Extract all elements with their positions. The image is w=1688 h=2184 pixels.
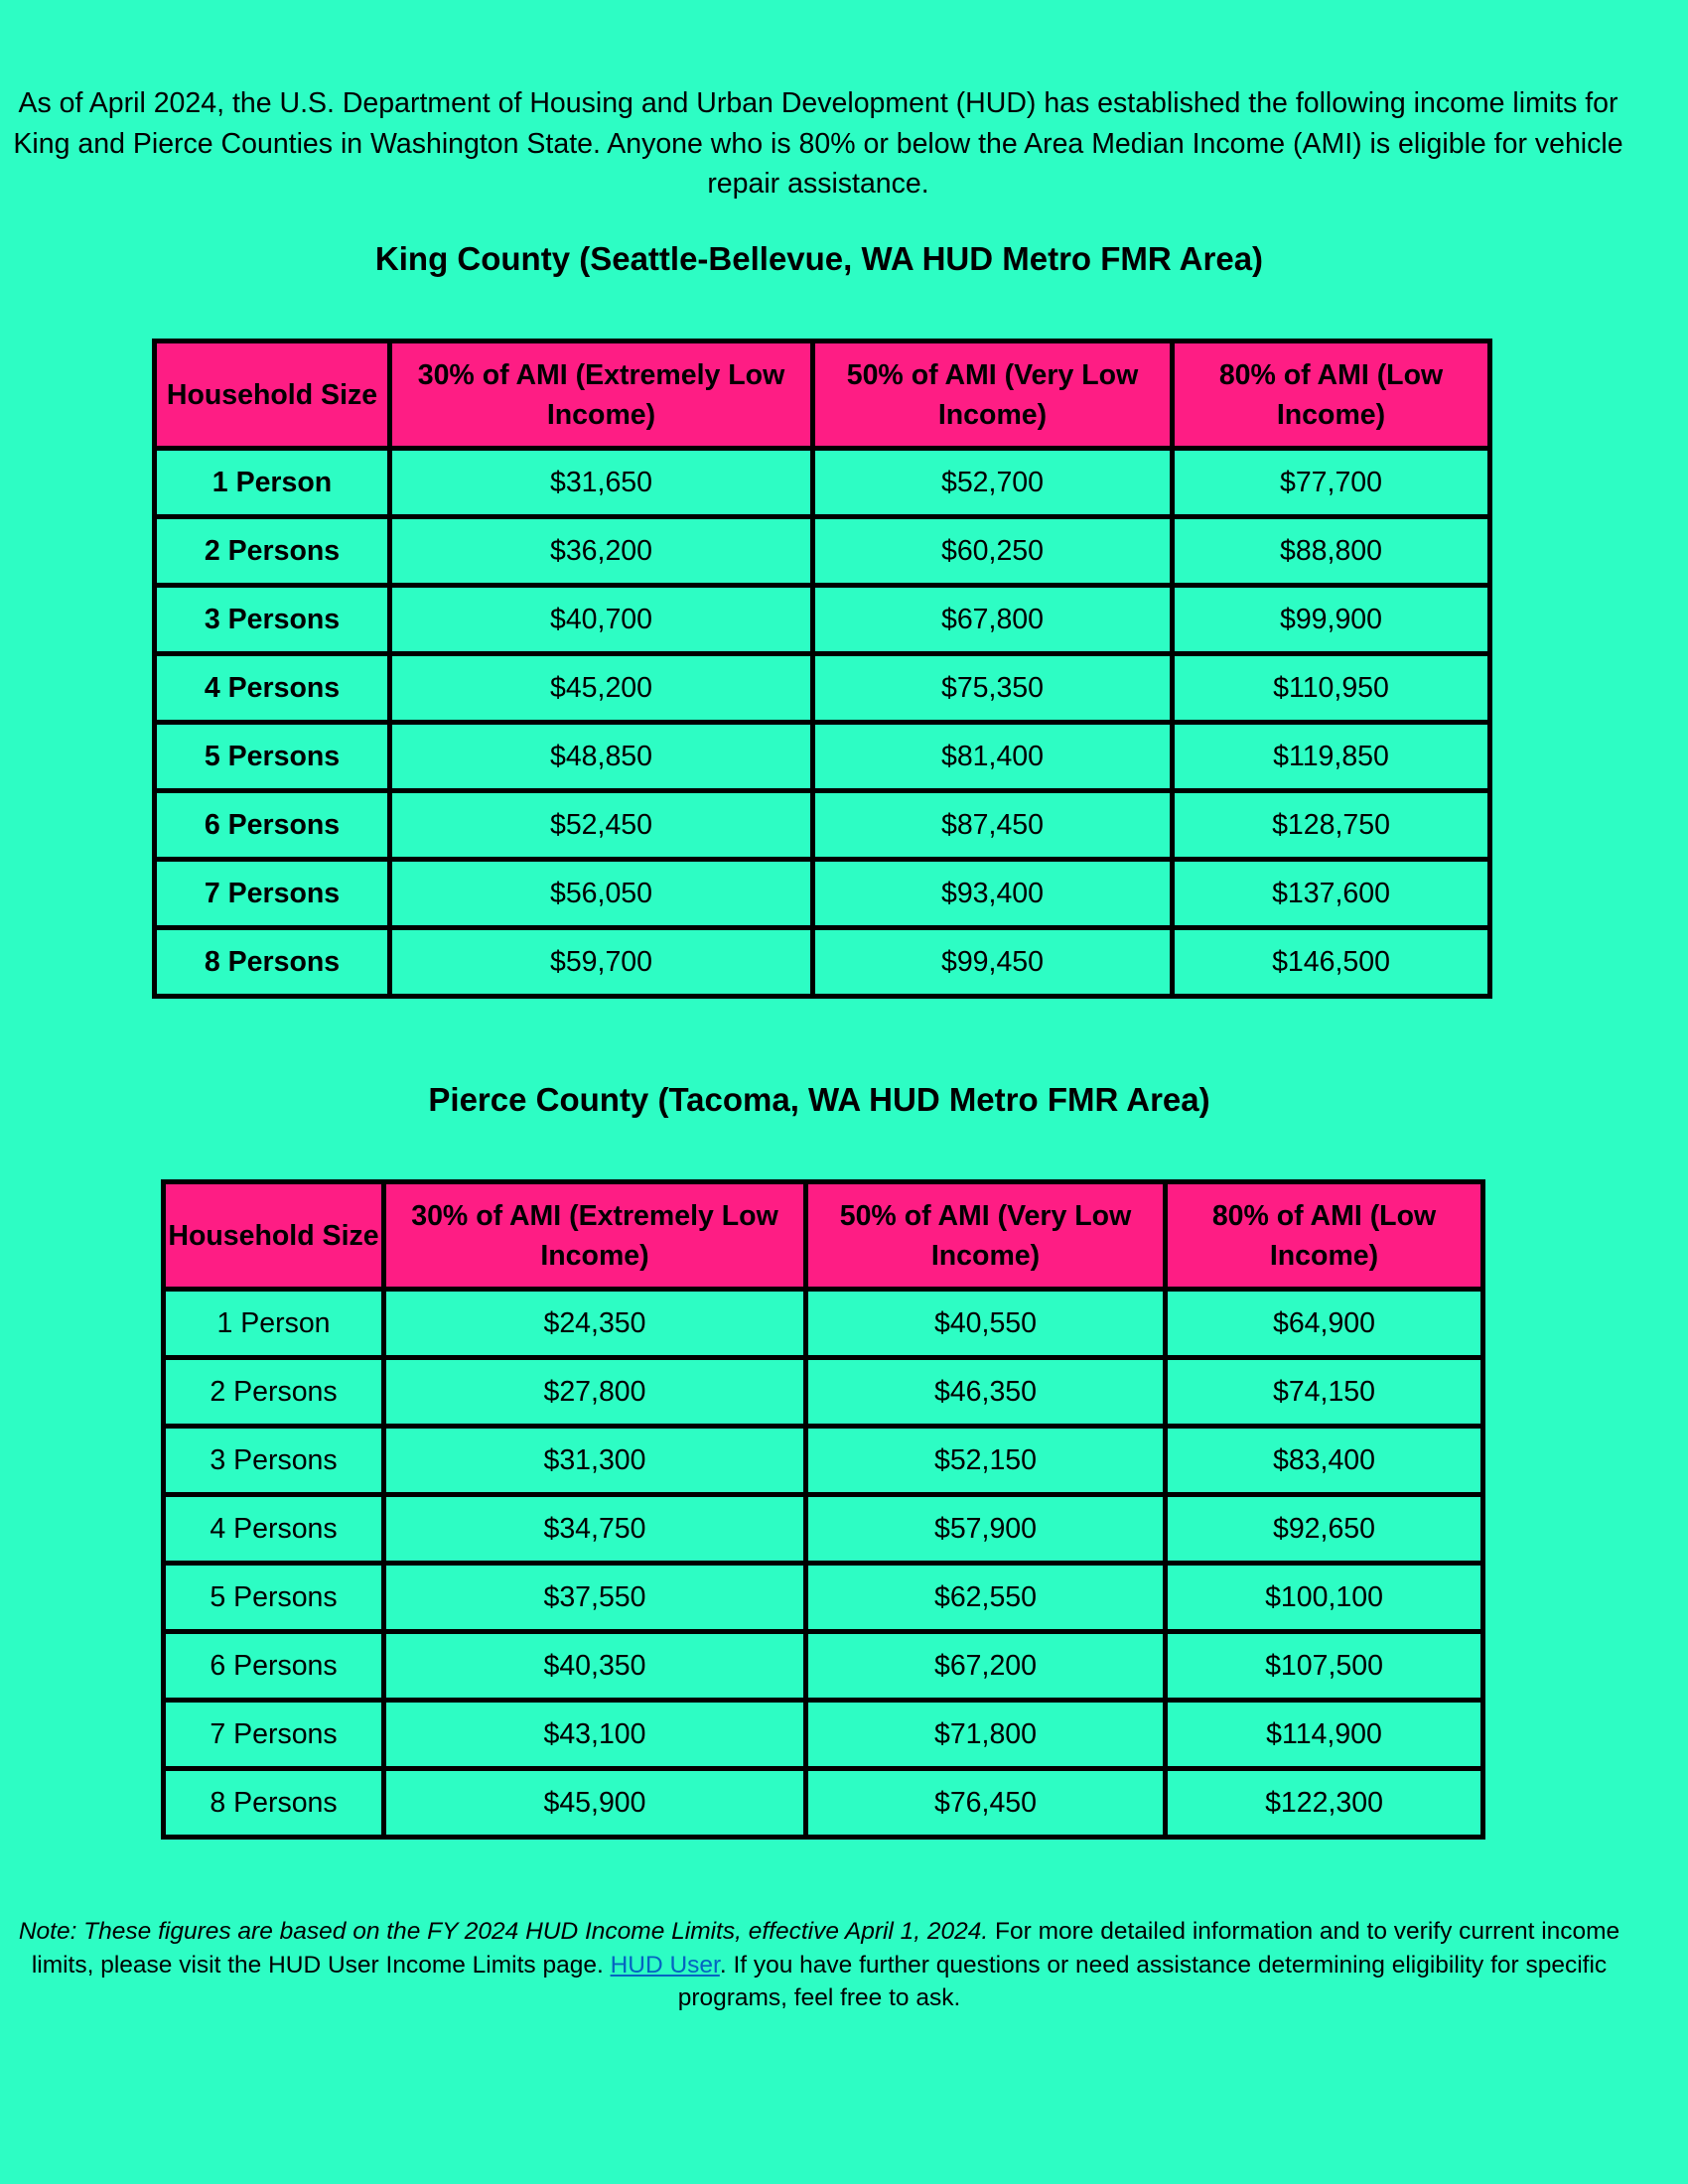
ami-80-cell: $83,400 bbox=[1166, 1427, 1483, 1495]
table-row bbox=[164, 1290, 1483, 1358]
table-row bbox=[155, 586, 1490, 654]
king-county-title: King County (Seattle-Bellevue, WA HUD Metro FMR Area) bbox=[374, 240, 1264, 277]
note-text-2: . If you have further questions or need assistance determining eligibility for specific programs, feel free to ask. bbox=[677, 1951, 1608, 2011]
ami-80-cell: $99,900 bbox=[1173, 586, 1490, 654]
ami-80-cell: $92,650 bbox=[1166, 1495, 1483, 1564]
ami-80-cell: $107,500 bbox=[1166, 1632, 1483, 1701]
ami-80-cell: $74,150 bbox=[1166, 1358, 1483, 1427]
household-size-cell: 6 Persons bbox=[164, 1632, 384, 1701]
ami-30-cell: $40,350 bbox=[384, 1632, 806, 1701]
ami-50-cell: $76,450 bbox=[806, 1769, 1166, 1838]
table-row bbox=[164, 1769, 1483, 1838]
household-size-cell: 1 Person bbox=[164, 1290, 384, 1358]
table-row bbox=[164, 1427, 1483, 1495]
ami-30-cell: $31,650 bbox=[390, 449, 813, 517]
table-row bbox=[155, 860, 1490, 928]
ami-30-cell: $24,350 bbox=[384, 1290, 806, 1358]
ami-50-cell: $75,350 bbox=[813, 654, 1173, 723]
ami-50-cell: $52,700 bbox=[813, 449, 1173, 517]
table-row bbox=[155, 517, 1490, 586]
king-county-income-table bbox=[152, 339, 1492, 999]
ami-80-cell: $122,300 bbox=[1166, 1769, 1483, 1838]
ami-30-cell: $40,700 bbox=[390, 586, 813, 654]
footnote bbox=[0, 1915, 1638, 2015]
ami-80-cell: $100,100 bbox=[1166, 1564, 1483, 1632]
household-size-cell: 5 Persons bbox=[164, 1564, 384, 1632]
ami-80-cell: $64,900 bbox=[1166, 1290, 1483, 1358]
ami-30-cell: $48,850 bbox=[390, 723, 813, 791]
ami-30-cell: $27,800 bbox=[384, 1358, 806, 1427]
ami-50-header: 50% of AMI (Very Low Income) bbox=[806, 1182, 1166, 1290]
household-size-cell: 8 Persons bbox=[164, 1769, 384, 1838]
ami-80-cell: $114,900 bbox=[1166, 1701, 1483, 1769]
ami-80-cell: $146,500 bbox=[1173, 928, 1490, 997]
ami-30-cell: $37,550 bbox=[384, 1564, 806, 1632]
table-row bbox=[155, 723, 1490, 791]
table-row bbox=[155, 928, 1490, 997]
ami-50-cell: $67,800 bbox=[813, 586, 1173, 654]
ami-30-cell: $34,750 bbox=[384, 1495, 806, 1564]
ami-30-cell: $36,200 bbox=[390, 517, 813, 586]
ami-50-cell: $60,250 bbox=[813, 517, 1173, 586]
ami-30-cell: $59,700 bbox=[390, 928, 813, 997]
table-row bbox=[155, 791, 1490, 860]
ami-80-header: 80% of AMI (Low Income) bbox=[1173, 341, 1490, 449]
table-row bbox=[164, 1358, 1483, 1427]
ami-50-cell: $46,350 bbox=[806, 1358, 1166, 1427]
note-text-1: For more detailed information and to verify current income limits, please visit the HUD User Income Limits page. bbox=[31, 1918, 1620, 1979]
table-row bbox=[155, 449, 1490, 517]
hud-user-link[interactable]: HUD User bbox=[610, 1951, 720, 1979]
ami-50-cell: $87,450 bbox=[813, 791, 1173, 860]
household-size-header: Household Size bbox=[155, 341, 390, 449]
ami-30-cell: $31,300 bbox=[384, 1427, 806, 1495]
ami-50-cell: $62,550 bbox=[806, 1564, 1166, 1632]
ami-30-cell: $43,100 bbox=[384, 1701, 806, 1769]
pierce-county-title: Pierce County (Tacoma, WA HUD Metro FMR Area) bbox=[428, 1081, 1210, 1118]
ami-50-cell: $99,450 bbox=[813, 928, 1173, 997]
household-size-cell: 7 Persons bbox=[164, 1701, 384, 1769]
ami-30-header: 30% of AMI (Extremely Low Income) bbox=[390, 341, 813, 449]
table-row bbox=[155, 654, 1490, 723]
ami-50-cell: $40,550 bbox=[806, 1290, 1166, 1358]
household-size-cell: 3 Persons bbox=[155, 586, 390, 654]
ami-80-header: 80% of AMI (Low Income) bbox=[1166, 1182, 1483, 1290]
intro-paragraph: As of April 2024, the U.S. Department of Housing and Urban Development (HUD) has established the following income limits for King and Pierce Counties in Washington State. Anyone who is 80% or below the Area Median Income (AMI) is eligible for vehicle repair assistance. bbox=[13, 87, 1623, 200]
ami-30-cell: $45,200 bbox=[390, 654, 813, 723]
table-row bbox=[164, 1495, 1483, 1564]
household-size-header: Household Size bbox=[164, 1182, 384, 1290]
household-size-cell: 4 Persons bbox=[164, 1495, 384, 1564]
household-size-cell: 2 Persons bbox=[155, 517, 390, 586]
ami-80-cell: $137,600 bbox=[1173, 860, 1490, 928]
ami-50-cell: $67,200 bbox=[806, 1632, 1166, 1701]
household-size-cell: 4 Persons bbox=[155, 654, 390, 723]
household-size-cell: 5 Persons bbox=[155, 723, 390, 791]
household-size-cell: 2 Persons bbox=[164, 1358, 384, 1427]
ami-80-cell: $128,750 bbox=[1173, 791, 1490, 860]
household-size-cell: 1 Person bbox=[155, 449, 390, 517]
ami-30-cell: $45,900 bbox=[384, 1769, 806, 1838]
pierce-county-income-table bbox=[161, 1179, 1485, 1840]
household-size-cell: 7 Persons bbox=[155, 860, 390, 928]
ami-50-cell: $93,400 bbox=[813, 860, 1173, 928]
ami-80-cell: $119,850 bbox=[1173, 723, 1490, 791]
table-header-row bbox=[155, 341, 1490, 449]
ami-80-cell: $88,800 bbox=[1173, 517, 1490, 586]
ami-50-cell: $81,400 bbox=[813, 723, 1173, 791]
table-header-row bbox=[164, 1182, 1483, 1290]
household-size-cell: 6 Persons bbox=[155, 791, 390, 860]
ami-50-header: 50% of AMI (Very Low Income) bbox=[813, 341, 1173, 449]
ami-80-cell: $110,950 bbox=[1173, 654, 1490, 723]
ami-50-cell: $57,900 bbox=[806, 1495, 1166, 1564]
note-italic: Note: These figures are based on the FY 2024 HUD Income Limits, effective April 1, 2024. bbox=[18, 1918, 989, 1945]
table-row bbox=[164, 1564, 1483, 1632]
household-size-cell: 3 Persons bbox=[164, 1427, 384, 1495]
table-row bbox=[164, 1701, 1483, 1769]
ami-80-cell: $77,700 bbox=[1173, 449, 1490, 517]
ami-50-cell: $71,800 bbox=[806, 1701, 1166, 1769]
ami-30-header: 30% of AMI (Extremely Low Income) bbox=[384, 1182, 806, 1290]
ami-30-cell: $52,450 bbox=[390, 791, 813, 860]
ami-50-cell: $52,150 bbox=[806, 1427, 1166, 1495]
ami-30-cell: $56,050 bbox=[390, 860, 813, 928]
table-row bbox=[164, 1632, 1483, 1701]
household-size-cell: 8 Persons bbox=[155, 928, 390, 997]
